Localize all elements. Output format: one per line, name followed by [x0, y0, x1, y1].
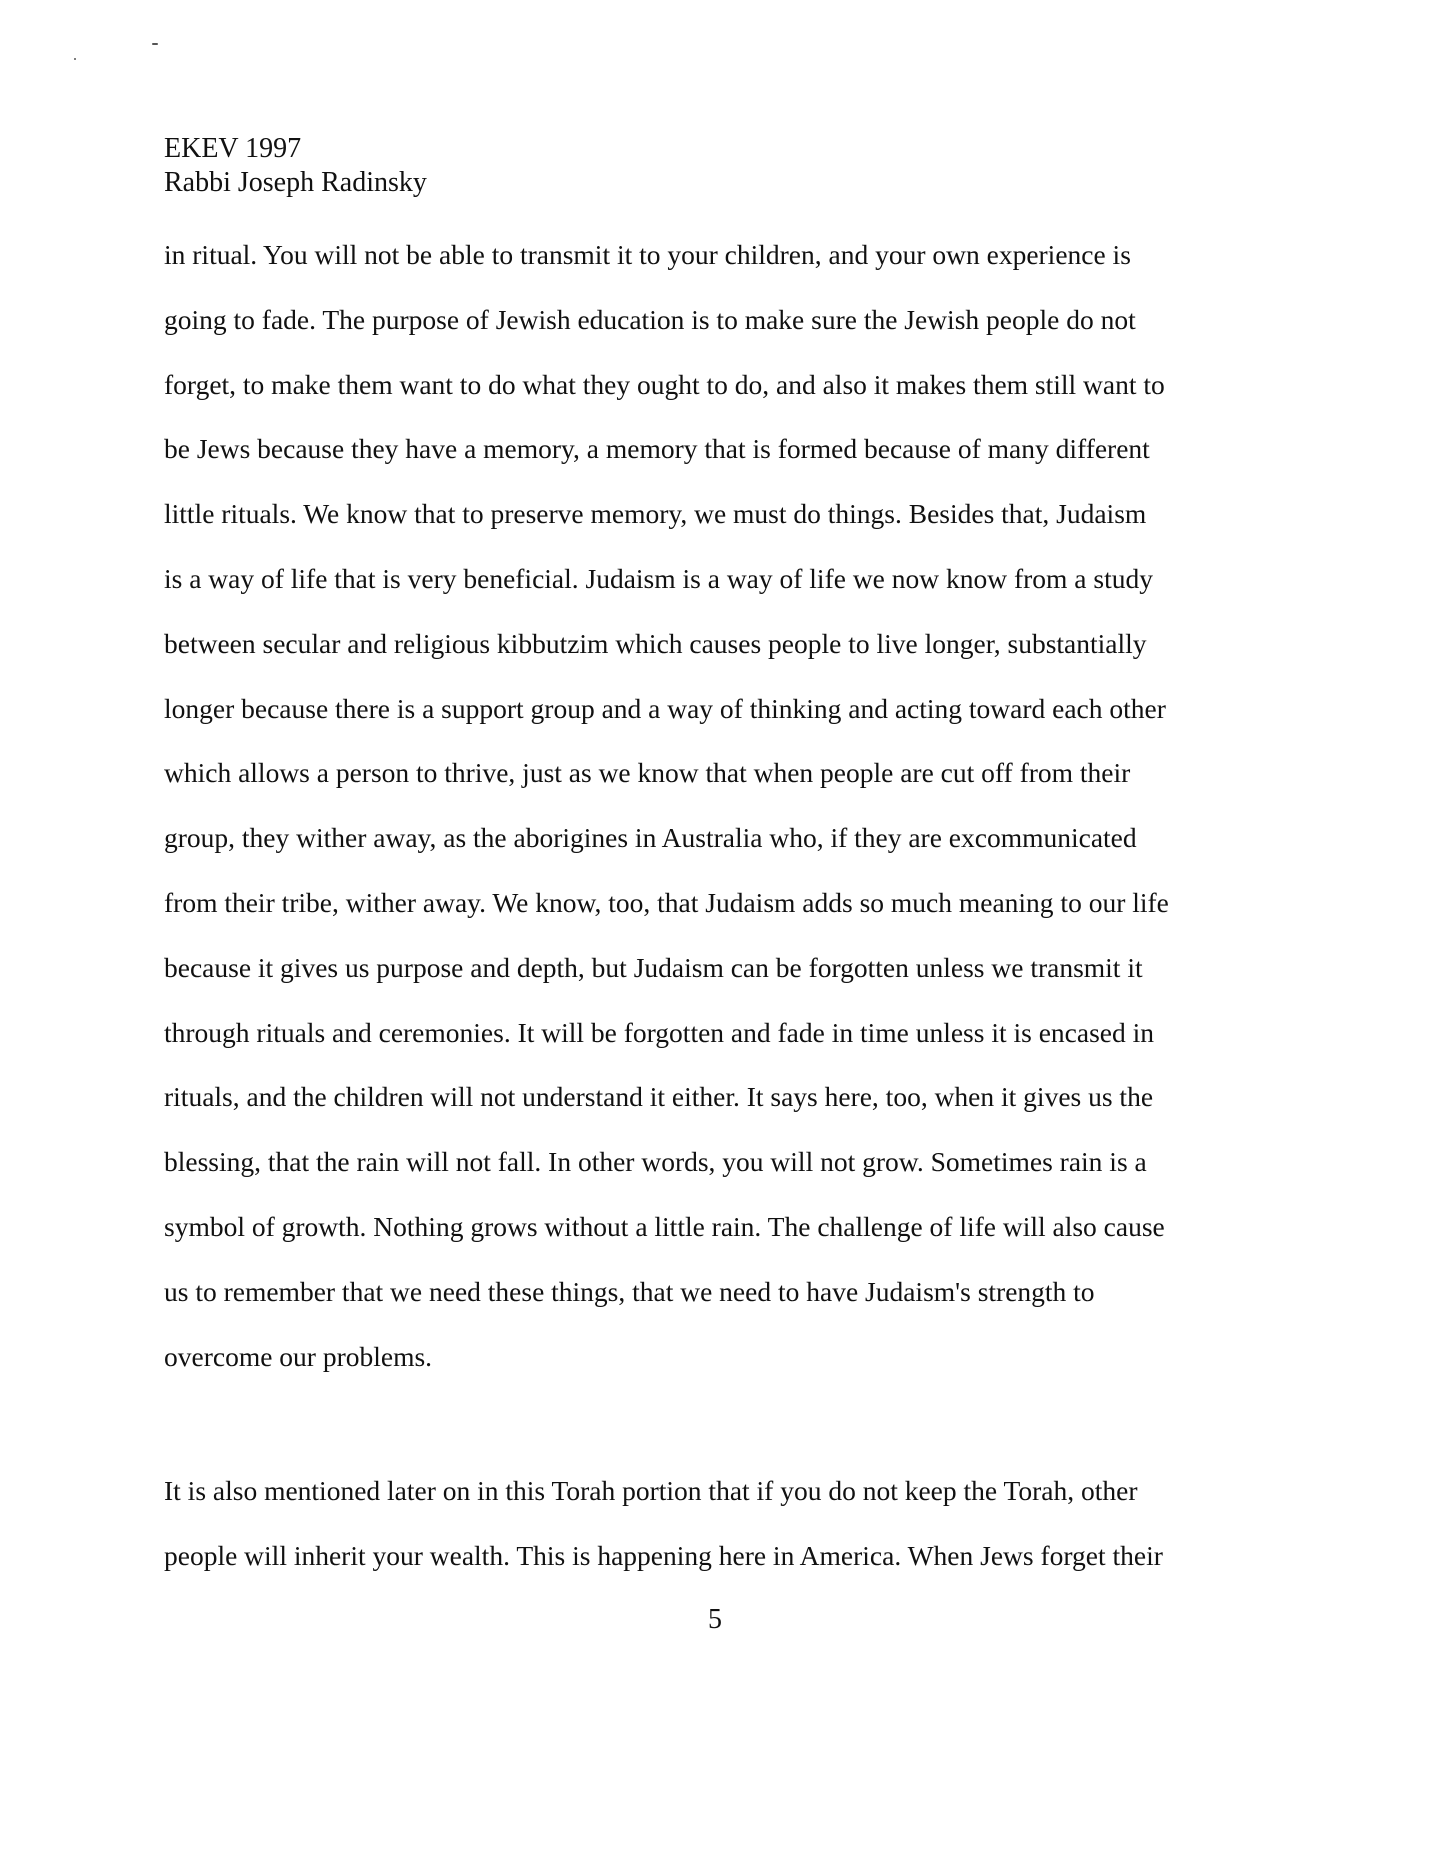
text-line: because it gives us purpose and depth, but Judaism can be forgotten unless we transmit it [164, 951, 1143, 983]
document-header [164, 132, 427, 200]
scan-speck [74, 58, 76, 60]
text-line: people will inherit your wealth. This is happening here in America. When Jews forget their [164, 1539, 1163, 1571]
text-line: forget, to make them want to do what they ought to do, and also it makes them still want to [164, 368, 1165, 400]
text-line: in ritual. You will not be able to transmit it to your children, and your own experience is [164, 239, 1131, 270]
text-line: It is also mentioned later on in this Torah portion that if you do not keep the Torah, other [164, 1475, 1138, 1506]
text-line: little rituals. We know that to preserve memory, we must do things. Besides that, Judaism [164, 498, 1147, 530]
text-line: group, they wither away, as the aborigines in Australia who, if they are excommunicated [164, 822, 1137, 854]
paragraph-1 [164, 223, 1284, 1389]
text-line: between secular and religious kibbutzim which causes people to live longer, substantially [164, 627, 1147, 659]
text-line: be Jews because they have a memory, a memory that is formed because of many different [164, 433, 1150, 465]
text-line: blessing, that the rain will not fall. In other words, you will not grow. Sometimes rain is a [164, 1146, 1147, 1178]
text-line: overcome our problems. [164, 1340, 433, 1372]
scan-speck [152, 43, 158, 45]
text-line: from their tribe, wither away. We know, too, that Judaism adds so much meaning to our life [164, 886, 1169, 918]
document-author: Rabbi Joseph Radinsky [164, 167, 427, 198]
document-title: EKEV 1997 [164, 133, 302, 164]
text-line: longer because there is a support group and a way of thinking and acting toward each other [164, 692, 1166, 724]
text-line: through rituals and ceremonies. It will be forgotten and fade in time unless it is encased in [164, 1016, 1154, 1048]
text-line: which allows a person to thrive, just as we know that when people are cut off from their [164, 757, 1131, 789]
text-line: rituals, and the children will not understand it either. It says here, too, when it gives us the [164, 1081, 1154, 1113]
text-line: symbol of growth. Nothing grows without a little rain. The challenge of life will also cause [164, 1210, 1165, 1242]
paragraph-2 [164, 1459, 1284, 1589]
page-number: 5 [708, 1604, 722, 1635]
text-line: us to remember that we need these things, that we need to have Judaism's strength to [164, 1275, 1095, 1307]
text-line: is a way of life that is very beneficial. Judaism is a way of life we now know from a study [164, 562, 1153, 594]
text-line: going to fade. The purpose of Jewish education is to make sure the Jewish people do not [164, 303, 1136, 335]
